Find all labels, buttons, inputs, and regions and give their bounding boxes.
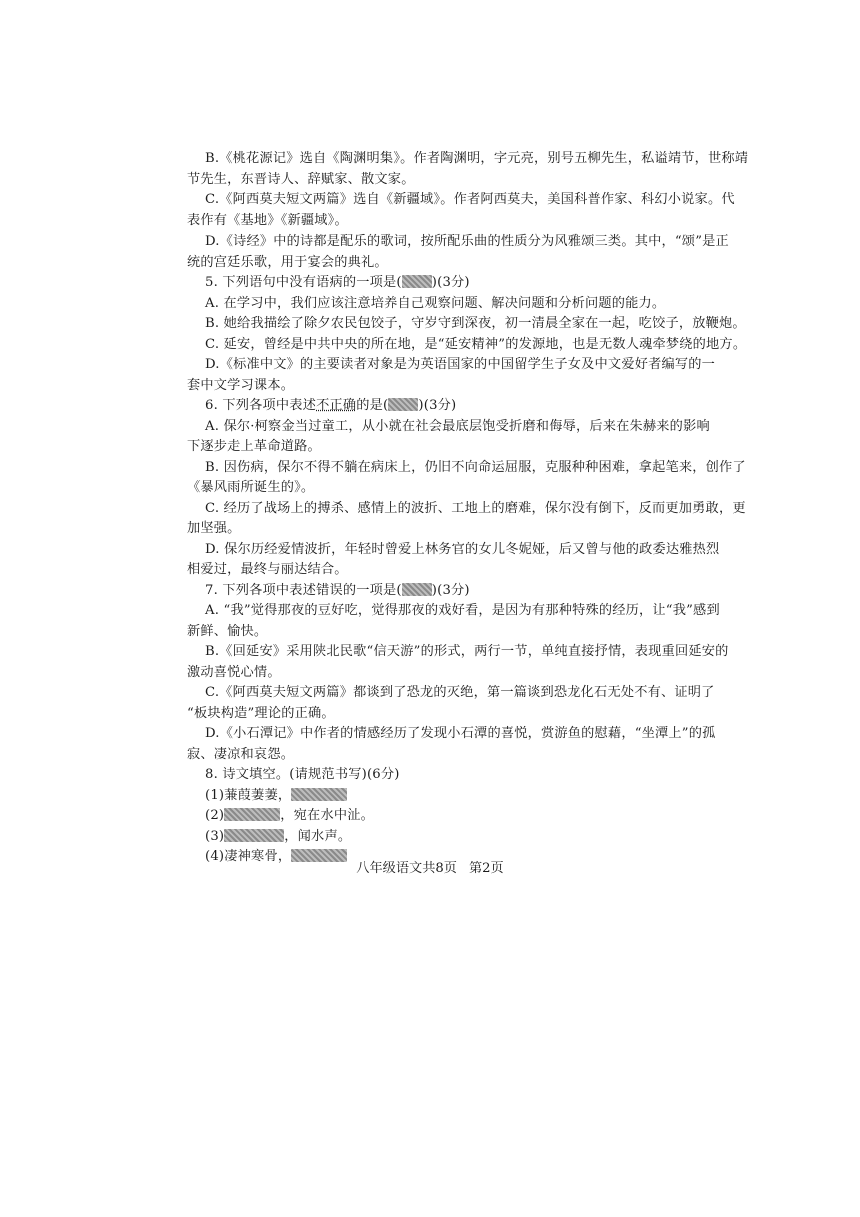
- q7-option-d-line2: 寂、凄凉和哀怨。: [187, 747, 295, 762]
- q8-item-2: (2) ，宛在水中沚。: [205, 808, 374, 823]
- answer-blank: [224, 808, 280, 821]
- question-6: 6. 下列各项中表述不正确的是( )(3分): [205, 398, 457, 413]
- q7-option-c-line2: “板块构造”理论的正确。: [187, 706, 335, 721]
- option-d-line2: 统的宫廷乐歌，用于宴会的典礼。: [187, 255, 388, 270]
- question-8: 8. 诗文填空。(请规范书写)(6分): [205, 767, 400, 782]
- q6-option-c-line2: 加坚强。: [187, 521, 241, 536]
- q6-option-b-line1: B. 因伤病，保尔不得不躺在病床上，仍旧不向命运屈服，克服种种困难，拿起笔来，创作了: [205, 460, 746, 475]
- q7-option-a-line2: 新鲜、愉快。: [187, 624, 268, 639]
- q8-item-1: (1)蒹葭萋萋，: [205, 786, 347, 806]
- q6-option-d-line1: D. 保尔历经爱情波折，年轻时曾爱上林务官的女儿冬妮娅，后又曾与他的政委达雅热烈: [205, 542, 720, 557]
- option-b-line2: 节先生，东晋诗人、辞赋家、散文家。: [187, 172, 415, 187]
- q5-option-c: C. 延安，曾经是中共中央的所在地，是“延安精神”的发源地，也是无数人魂牵梦绕的地方。: [205, 337, 747, 352]
- q6-option-c-line1: C. 经历了战场上的搏杀、感情上的波折、工地上的磨难，保尔没有倒下，反而更加勇敢，更: [205, 501, 746, 516]
- page-footer: [0, 859, 860, 879]
- footer-page: 第2页: [468, 861, 504, 876]
- q7-option-a-line1: A. “我”觉得那夜的豆好吃，觉得那夜的戏好看，是因为有那种特殊的经历，让“我”感到: [205, 603, 720, 618]
- q6-option-a-line2: 下逐步走上革命道路。: [187, 439, 321, 454]
- answer-blank: [388, 398, 418, 411]
- q8-item-3: (3) ，闻水声。: [205, 829, 352, 844]
- q7-option-d-line1: D.《小石潭记》中作者的情感经历了发现小石潭的喜悦，赏游鱼的慰藉，“坐潭上”的孤: [205, 726, 716, 741]
- question-5: 5. 下列语句中没有语病的一项是( )(3分): [205, 275, 470, 290]
- emphasis-dots: 不正确: [316, 398, 357, 413]
- option-c-line2: 表作有《基地》《新疆域》。: [187, 213, 348, 228]
- q6-option-a-line1: A. 保尔·柯察金当过童工，从小就在社会最底层饱受折磨和侮辱，后来在朱赫来的影响: [205, 419, 710, 434]
- footer-total: 八年级语文共8页: [356, 861, 457, 876]
- q5-option-b: B. 她给我描绘了除夕农民包饺子，守岁守到深夜，初一清晨全家在一起，吃饺子，放鞭炮。: [205, 316, 746, 331]
- option-d-line1: D.《诗经》中的诗都是配乐的歌词，按所配乐曲的性质分为风雅颂三类。其中，“颂”是正: [205, 234, 729, 249]
- q7-option-c-line1: C.《阿西莫夫短文两篇》都谈到了恐龙的灭绝，第一篇谈到恐龙化石无处不有、证明了: [205, 685, 715, 700]
- q8-item-4: (4)凄神寒骨，: [205, 847, 347, 867]
- q6-option-d-line2: 相爱过，最终与丽达结合。: [187, 562, 348, 577]
- answer-blank: [402, 583, 432, 596]
- option-b-line1: B.《桃花源记》选自《陶渊明集》。作者陶渊明，字元亮，别号五柳先生，私谥靖节，世称靖: [205, 151, 749, 166]
- answer-blank: [224, 829, 284, 842]
- q6-option-b-line2: 《暴风雨所诞生的》。: [187, 480, 315, 495]
- q5-option-d-line1: D.《标准中文》的主要读者对象是为英语国家的中国留学生子女及中文爱好者编写的一: [205, 357, 716, 372]
- q5-option-a: A. 在学习中，我们应该注意培养自己观察问题、解决问题和分析问题的能力。: [205, 296, 666, 311]
- q7-option-b-line2: 激动喜悦心情。: [187, 665, 281, 680]
- q7-option-b-line1: B.《回延安》采用陕北民歌“信天游”的形式，两行一节，单纯直接抒情，表现重回延安的: [205, 644, 729, 659]
- q5-option-d-line2: 套中文学习课本。: [187, 378, 295, 393]
- answer-blank: [291, 788, 347, 801]
- question-7: 7. 下列各项中表述错误的一项是( )(3分): [205, 583, 470, 598]
- option-c-line1: C.《阿西莫夫短文两篇》选自《新疆域》。作者阿西莫夫，美国科普作家、科幻小说家。代: [205, 192, 735, 207]
- answer-blank: [402, 275, 432, 288]
